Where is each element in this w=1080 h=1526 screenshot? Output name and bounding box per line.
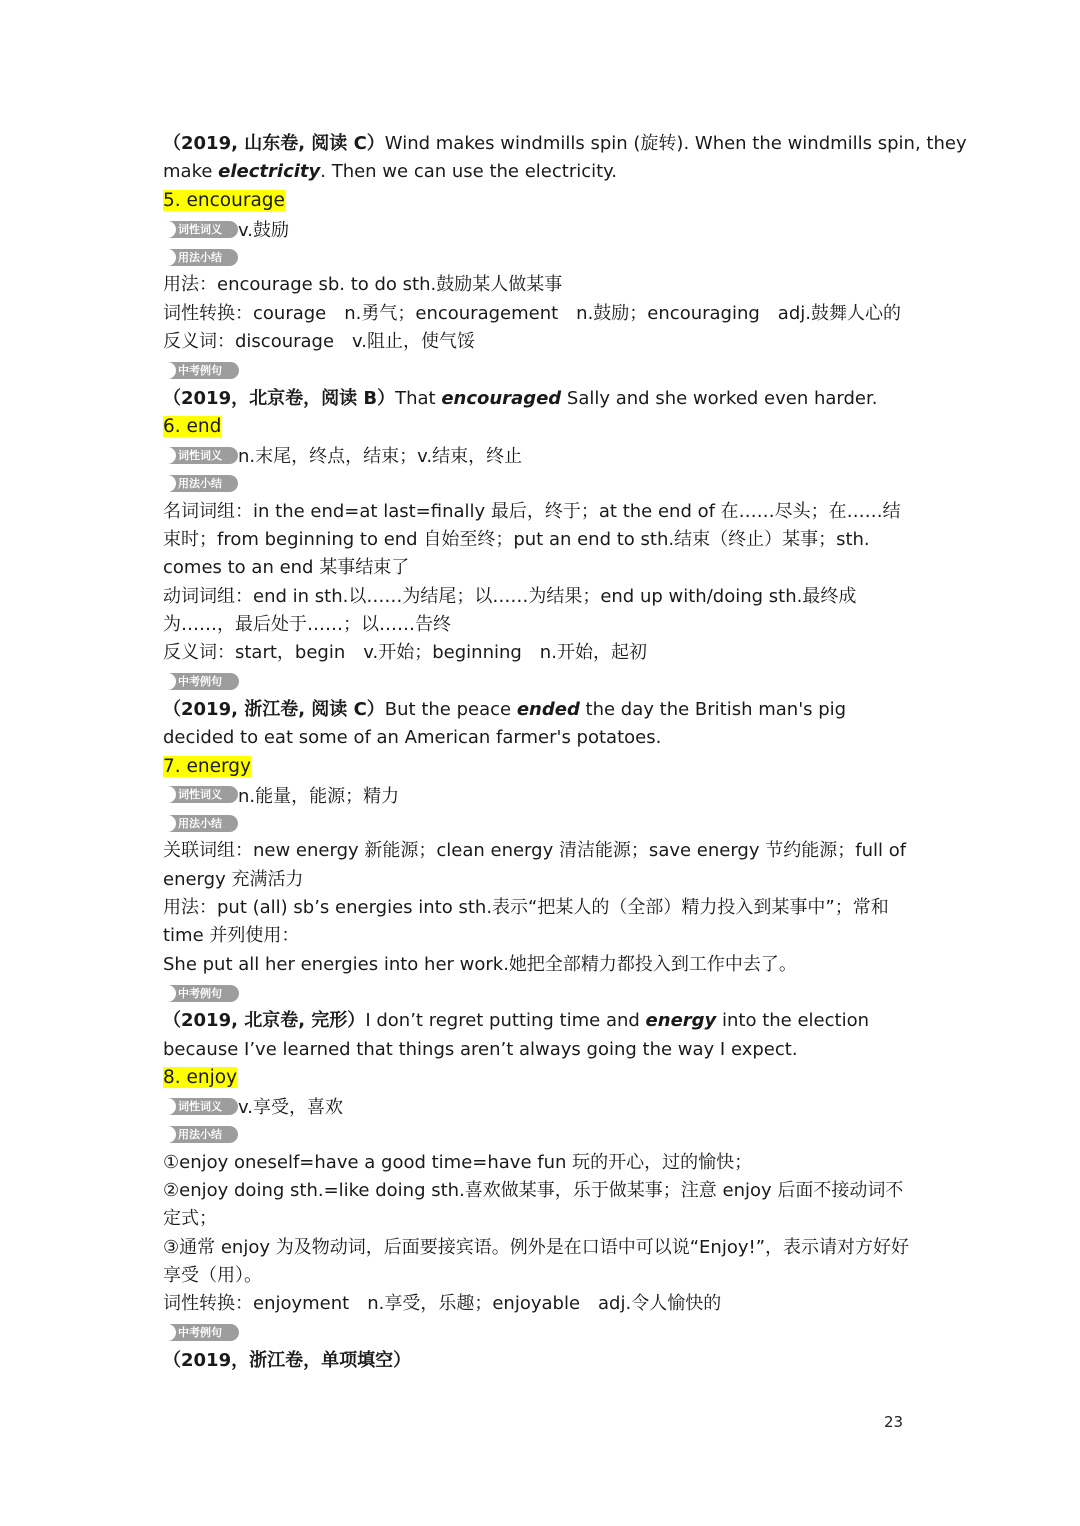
- usage-line: 词性转换：courage n.勇气；encouragement n.鼓励；encouraging adj.鼓舞人心的: [163, 302, 901, 324]
- usage-line: 反义词：start，begin v.开始；beginning n.开始，起初: [163, 642, 647, 664]
- meaning-text: n.能量，能源；精力: [238, 785, 400, 807]
- example-keyword: ended: [516, 698, 580, 720]
- page-number: 23: [884, 1413, 904, 1431]
- usage-line: She put all her energies into her work.她把全部精力都投入到工作中去了。: [163, 953, 797, 975]
- example-sentence: [163, 1347, 918, 1375]
- exam-tag-line: [163, 979, 918, 1007]
- entry-heading-text: 6. end: [163, 415, 222, 437]
- exam-example-tag: 中考例句: [163, 1324, 239, 1341]
- example-sentence: [163, 385, 918, 413]
- example-text: Wind makes windmills spin (旋转). When the windmills spin, they: [384, 133, 967, 154]
- usage-tag-line: [163, 470, 918, 498]
- example-sentence: [163, 130, 967, 158]
- entry-heading-enjoy: [163, 1064, 918, 1092]
- example-sentence-cont: [163, 158, 918, 186]
- entry-heading-encourage: [163, 187, 918, 215]
- example-sentence: [163, 696, 918, 753]
- usage-tag-line: [163, 809, 918, 837]
- example-text: into the election because I’ve learned that things aren’t always going the way I expect.: [163, 1010, 869, 1060]
- exam-tag-line: [163, 1318, 918, 1346]
- usage-summary-tag: 用法小结: [163, 475, 238, 492]
- meaning-line: [163, 441, 918, 469]
- usage-line: 用法：encourage sb. to do sth.鼓励某人做某事: [163, 274, 563, 296]
- document-body: [163, 130, 967, 1375]
- usage-line: ②enjoy doing sth.=like doing sth.喜欢做某事，乐于做某事；注意 enjoy 后面不接动词不定式；: [163, 1179, 904, 1230]
- example-text: . Then we can use the electricity.: [320, 161, 617, 183]
- pos-meaning-tag: 词性词义: [163, 221, 238, 238]
- example-source: （2019，浙江卷，单项填空）: [163, 1349, 412, 1371]
- example-source: （2019, 山东卷, 阅读 C）: [163, 133, 385, 154]
- example-keyword: encouraged: [441, 387, 562, 409]
- example-text: That: [395, 387, 442, 409]
- entry-heading-energy: [163, 753, 918, 781]
- usage-line: ③通常 enjoy 为及物动词，后面要接宾语。例外是在口语中可以说“Enjoy!”，表示请对方好好享受（用）。: [163, 1236, 910, 1286]
- meaning-line: [163, 1092, 918, 1120]
- entry-heading-text: 7. energy: [163, 755, 251, 777]
- meaning-text: v.鼓励: [238, 220, 289, 242]
- example-text: I don’t regret putting time and: [365, 1010, 646, 1032]
- example-keyword: energy: [645, 1010, 717, 1032]
- entry-heading-text: 5. encourage: [163, 189, 285, 211]
- example-text: But the peace: [384, 698, 517, 720]
- example-source: （2019，北京卷，阅读 B）: [163, 387, 396, 409]
- usage-line: 关联词组：new energy 新能源；clean energy 清洁能源；save energy 节约能源；full of energy 充满活力: [163, 840, 907, 890]
- entry-heading-text: 8. enjoy: [163, 1066, 238, 1088]
- usage-line: 动词词组：end in sth.以……为结尾；以……为结果；end up with/doing sth.最终成为……，最后处于……；以……告终: [163, 585, 857, 636]
- example-source: （2019, 浙江卷, 阅读 C）: [163, 698, 385, 720]
- pos-meaning-tag: 词性词义: [163, 1098, 238, 1115]
- example-text: make: [163, 161, 219, 183]
- meaning-line: [163, 215, 918, 243]
- exam-example-tag: 中考例句: [163, 985, 239, 1002]
- meaning-text: v.享受，喜欢: [238, 1097, 343, 1119]
- usage-line: 用法：put (all) sb’s energies into sth.表示“把某人的（全部）精力投入到某事中”；常和 time 并列使用：: [163, 897, 889, 947]
- usage-summary-tag: 用法小结: [163, 1126, 238, 1143]
- example-keyword: electricity: [218, 161, 321, 183]
- example-source: （2019, 北京卷, 完形）: [163, 1010, 366, 1032]
- usage-tag-line: [163, 243, 918, 271]
- example-text: the day the British man's pig decided to eat some of an American farmer's potatoes.: [163, 698, 847, 749]
- exam-tag-line: [163, 668, 918, 696]
- exam-example-tag: 中考例句: [163, 673, 239, 690]
- pos-meaning-tag: 词性词义: [163, 447, 238, 464]
- meaning-text: n.末尾，终点，结束；v.结束，终止: [238, 446, 523, 468]
- usage-line: ①enjoy oneself=have a good time=have fun 玩的开心，过的愉快；: [163, 1151, 753, 1173]
- usage-line: 反义词：discourage v.阻止，使气馁: [163, 331, 476, 353]
- exam-example-tag: 中考例句: [163, 362, 239, 379]
- usage-tag-line: [163, 1120, 918, 1148]
- usage-summary-tag: 用法小结: [163, 249, 238, 266]
- entry-heading-end: [163, 413, 918, 441]
- exam-tag-line: [163, 356, 918, 384]
- usage-line: 名词词组：in the end=at last=finally 最后，终于；at the end of 在……尽头；在……结束时；from beginning to end 自始至终；put an end to sth.结束（终止）某事；sth. comes to an end 某事结束了: [163, 500, 901, 579]
- example-sentence: [163, 1007, 918, 1064]
- example-text: Sally and she worked even harder.: [561, 387, 878, 409]
- meaning-line: [163, 781, 918, 809]
- usage-summary-tag: 用法小结: [163, 815, 238, 832]
- pos-meaning-tag: 词性词义: [163, 786, 238, 803]
- usage-line: 词性转换：enjoyment n.享受，乐趣；enjoyable adj.令人愉快的: [163, 1293, 722, 1315]
